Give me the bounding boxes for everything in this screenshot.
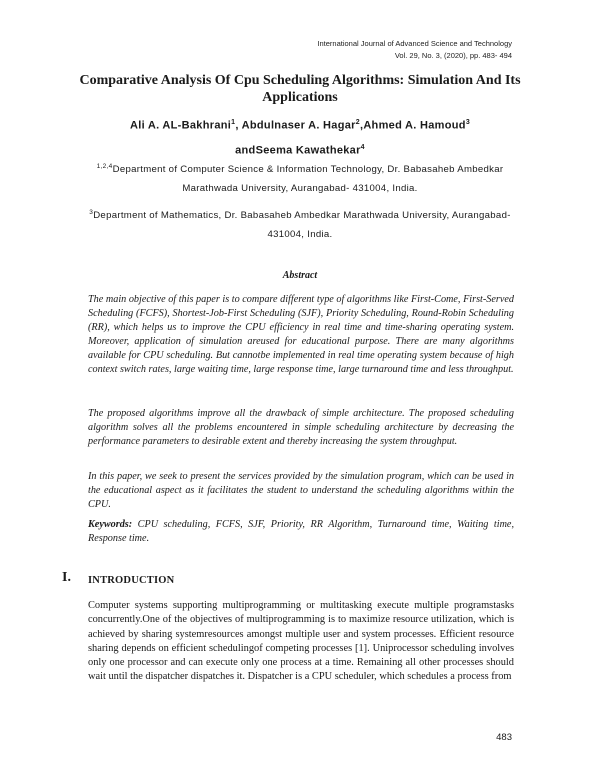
author-sup: 3 [465, 119, 471, 126]
affiliation [80, 157, 520, 198]
author-name: Abdulnaser A. Hagar [241, 119, 356, 132]
affiliation-text: Department of Computer Science & Information Technology, Dr. Babasaheb Ambedkar Marathwada University, Aurangabad- 431004, India. [112, 164, 504, 195]
journal-volume: Vol. 29, No. 3, (2020), pp. 483- 494 [394, 51, 512, 60]
abstract-paragraph: The main objective of this paper is to compare different type of algorithms like First-Come, First-Served Scheduling (FCFS), Shortest-Job-First Scheduling (SJF), Priority Scheduling, Round-Robin Scheduling (RR), which helps us to improve the CPU efficiency in real time and time-sharing operating system. Moreover, application of simulation areused for educational purpose. There are many algorithms available for CPU scheduling. But cannotbe implemented in real time operating system because of high context switch rates, large waiting time, large response time, large turnaround time and less throughput. [88, 294, 514, 375]
page-number: 483 [496, 732, 512, 743]
author-sup: 1 [231, 119, 236, 126]
author-sup: 2 [355, 119, 360, 126]
keywords-label: Keywords: [88, 519, 133, 530]
introduction-paragraph: Computer systems supporting multiprogramming or multitasking execute multiple programstasks concurrently.One of the objectives of multiprogramming is to maximize resource utilization, which is achieved by sharing systemresources amongst multiple user and system processes. Efficient resource sharing depends on efficient schedulingof competing processes [1]. Uniprocessor scheduling involves only one processor and can execute only one process at a time. Remaining all other processes should wait until the dispatcher dispatches it. Dispatcher is a CPU scheduler, which schedules a process from [88, 600, 514, 683]
keywords [88, 518, 514, 546]
section-title: INTRODUCTION [88, 575, 175, 586]
journal-header [252, 38, 512, 62]
section-number: I. [62, 570, 71, 585]
abstract-paragraph: In this paper, we seek to present the services provided by the simulation program, which can be used in the educational aspect as it facilitates the student to understand the scheduling algorithms within the CPU. [88, 471, 514, 510]
author-name: Ahmed A. Hamoud [363, 119, 466, 132]
author-name: Ali A. AL-Bakhrani [129, 119, 232, 132]
paper-title: Comparative Analysis Of Cpu Scheduling Algorithms: Simulation And Its Applications [79, 73, 521, 105]
abstract-paragraph: The proposed algorithms improve all the drawback of simple architecture. The proposed scheduling algorithm solves all the problems encountered in simple scheduling architecture by decreasing the performance parameters to desirable extent and thereby increasing the system throughput. [88, 408, 514, 447]
journal-name: International Journal of Advanced Science and Technology [317, 39, 512, 48]
affiliation-text: Department of Mathematics, Dr. Babasaheb Ambedkar Marathwada University, Aurangabad- 431004, India. [93, 210, 511, 241]
affiliation [80, 203, 520, 244]
author-list: Ali A. AL-Bakhrani$^1$, Abdulnaser A. Hagar$^2$,Ahmed A. Hamoud$^3$ andSeema Kawathekar$^4$ [129, 119, 471, 157]
affiliation-sup: 1,2,4 [96, 163, 113, 170]
author-sup: 4 [360, 143, 365, 151]
abstract-heading: Abstract [282, 270, 318, 281]
author-conjunction: and [235, 144, 256, 157]
affiliation-sup: 3 [89, 209, 94, 216]
keywords-text: CPU scheduling, FCFS, SJF, Priority, RR Algorithm, Turnaround time, Waiting time, Response time. [88, 519, 514, 544]
author-name: Seema Kawathekar [255, 144, 361, 157]
